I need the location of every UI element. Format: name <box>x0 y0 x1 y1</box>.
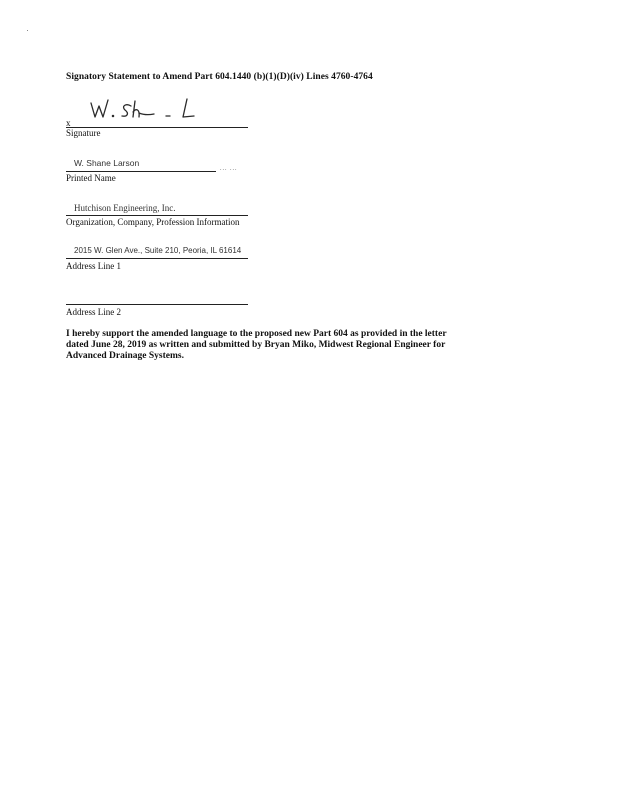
document-title: Signatory Statement to Amend Part 604.1440 (b)(1)(D)(iv) Lines 4760-4764 <box>66 72 373 82</box>
address-line-2-label: Address Line 2 <box>66 307 121 317</box>
printed-name-value: W. Shane Larson <box>74 158 140 168</box>
printed-name-trailing-mark: ... ... <box>220 166 238 172</box>
support-statement-line: I hereby support the amended language to the proposed new Part 604 as provided in the letter <box>66 329 447 339</box>
support-statement-line: dated June 28, 2019 as written and submitted by Bryan Miko, Midwest Regional Engineer for <box>66 340 446 350</box>
address-line-1-label: Address Line 1 <box>66 261 121 271</box>
scan-speck <box>27 30 28 31</box>
organization-line <box>66 215 248 216</box>
address-line-1-value: 2015 W. Glen Ave., Suite 210, Peoria, IL 61614 <box>74 246 242 255</box>
handwritten-signature <box>86 91 206 125</box>
support-statement <box>66 329 556 362</box>
printed-name-label: Printed Name <box>66 173 116 183</box>
address-line-1-line <box>66 258 248 259</box>
organization-value: Hutchison Engineering, Inc. <box>74 203 176 213</box>
signature-x-mark: x <box>66 118 71 128</box>
support-statement-line: Advanced Drainage Systems. <box>66 351 184 361</box>
printed-name-line <box>66 171 216 172</box>
signature-label: Signature <box>66 128 101 138</box>
organization-label: Organization, Company, Profession Information <box>66 217 240 227</box>
address-line-2-line <box>66 304 248 305</box>
